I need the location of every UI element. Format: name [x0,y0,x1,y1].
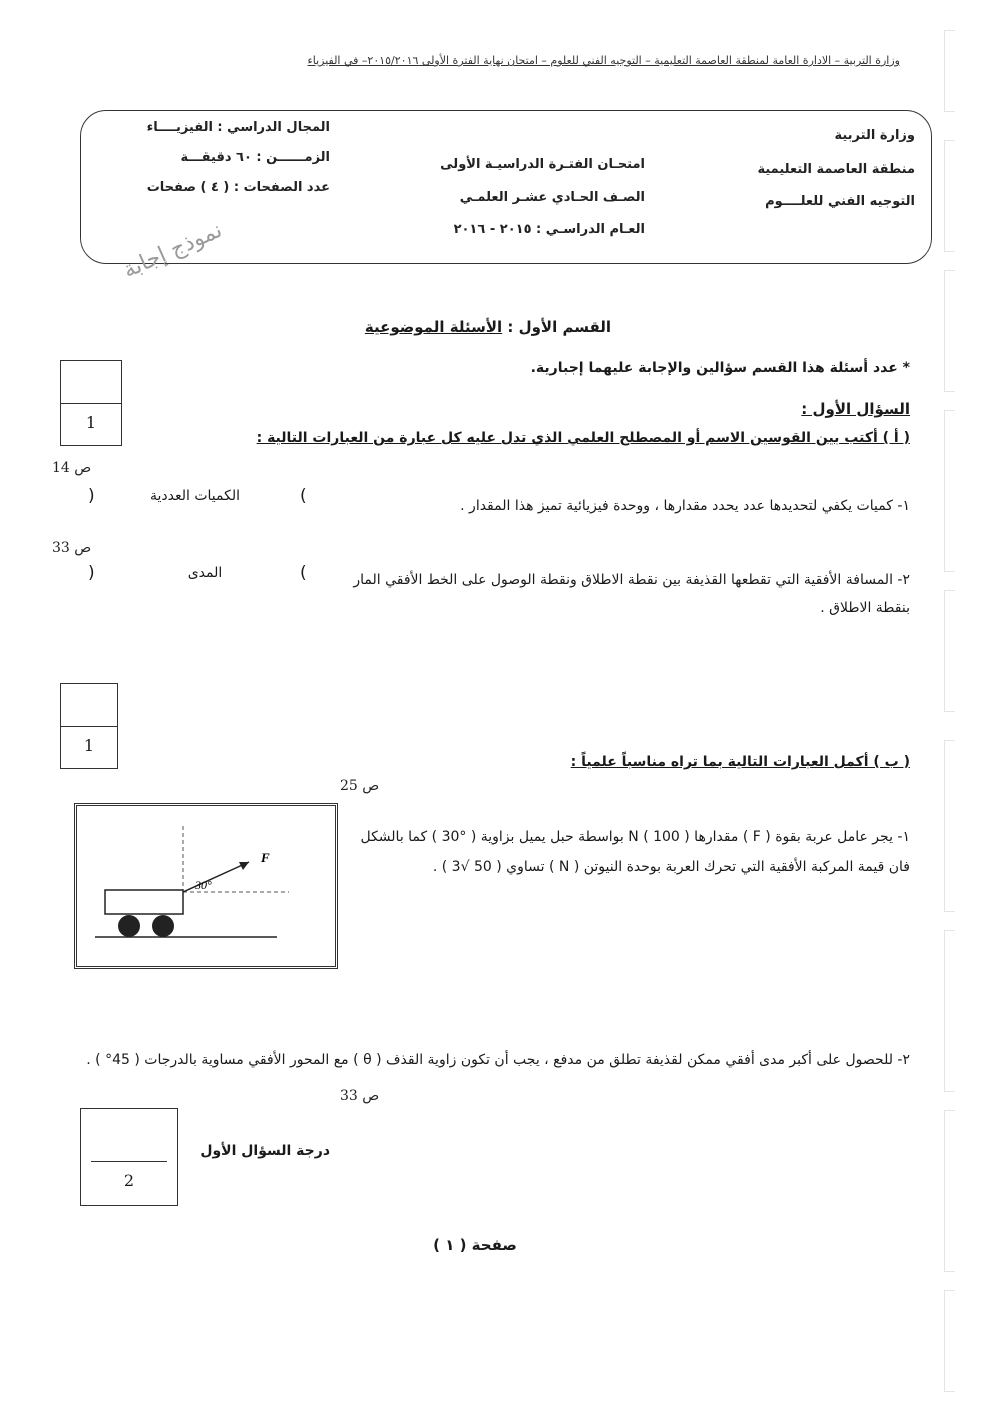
cart-wheel [118,915,140,937]
question1-heading: السؤال الأول : [801,400,910,418]
scan-edge-mark [944,1110,955,1272]
part-b-heading: ( ب ) أكمل العبارات التالية بما تراه مناسباً علمياً : [570,754,910,770]
page-ref: ص 14 [52,460,92,476]
cart-diagram [77,806,329,960]
subject-field: المجال الدراسي : الفيزيــــاء [146,120,330,135]
paren-close: ( [300,563,307,583]
ministry-name: وزارة التربية [834,128,915,143]
answer-1: الكميات العددية [150,488,240,504]
part-a-heading: ( أ ) أكتب بين القوسين الاسم أو المصطلح العلمي الذي تدل عليه كل عبارة من العبارات التالية : [256,430,910,446]
page-ref: ص 33 [340,1088,380,1104]
part-b-score: 1 [83,736,95,755]
answer-key-stamp: نموذج إجابة [119,217,227,284]
scan-edge-mark [944,740,955,912]
section-title [360,318,616,336]
force-vector [183,862,249,892]
cart-figure [74,803,338,969]
part-b-score-box [60,683,118,769]
scan-edge-mark [944,270,955,392]
q1-score-label: درجة السؤال الأول [200,1143,330,1159]
page-ref: ص 25 [340,778,380,794]
paren-close: ( [300,486,307,506]
exam-title: امتحـان الفتـرة الدراسيـة الأولى [440,157,645,172]
school-year: العـام الدراسـي : ٢٠١٥ - ٢٠١٦ [453,222,645,237]
scan-edge-mark [944,410,955,572]
scan-edge-mark [944,140,955,252]
paren-open: ) [88,486,95,506]
part-b-item-1: ١- يجر عامل عربة بقوة ( F ) مقدارها N ( 100 ) بواسطة حبل يميل بزاوية ( °30 ) كما بالشكل فان قيمة المركبة الأفقية التي تحرك العربة بوحدة النيوتن ( N ) تساوي ( 50 √3 ) . [360,829,910,875]
q1-score: 2 [123,1171,135,1190]
running-header: وزارة التربية – الادارة العامة لمنطقة العاصمة التعليمية – التوجيه الفني للعلوم – امتحان نهاية الفترة الأولى ٢٠١٥/٢٠١٦– في الفيزياء [307,54,900,67]
angle-label: 30° [195,878,212,892]
part-a-item-2: ٢- المسافة الأفقية التي تقطعها القذيفة بين نقطة الاطلاق ونقطة الوصول على الخط الأفقي المار بنقطة الاطلاق . [353,572,910,616]
page-ref: ص 33 [52,540,92,556]
q1-score-box [80,1108,178,1206]
department-name: التوجيه الفني للعلــــوم [765,194,915,209]
scan-edge-mark [944,930,955,1092]
cart-body [105,890,183,914]
part-a-score-box [60,360,122,446]
scan-edge-mark [944,590,955,712]
section-title-main: الأسئلة الموضوعية [364,318,503,336]
page-count: عدد الصفحات : ( ٤ ) صفحات [146,180,330,195]
answer-2: المدى [187,565,223,581]
paren-open: ) [88,563,95,583]
scan-edge-mark [944,1290,955,1392]
section-title-prefix: القسم الأول : [507,318,612,336]
force-label: F [261,850,270,865]
grade-label: الصـف الحـادي عشـر العلمـي [459,190,645,205]
part-a-item-1: ١- كميات يكفي لتحديدها عدد يحدد مقدارها ، ووحدة فيزيائية تميز هذا المقدار . [460,498,910,514]
exam-duration: الزمــــــن : ٦٠ دقيقـــة [180,150,330,165]
cart-wheel [152,915,174,937]
part-b-item-2: ٢- للحصول على أكبر مدى أفقي ممكن لقذيفة تطلق من مدفع ، يجب أن تكون زاوية القذف ( θ ) مع المحور الأفقي مساوية بالدرجات ( 45° ) . [86,1052,910,1068]
district-name: منطقة العاصمة التعليمية [757,162,915,177]
page-number: صفحة ( ١ ) [433,1236,517,1254]
scan-edge-mark [944,30,955,112]
part-a-score: 1 [85,413,97,432]
section-note: * عدد أسئلة هذا القسم سؤالين والإجابة عليهما إجبارية. [530,360,910,376]
